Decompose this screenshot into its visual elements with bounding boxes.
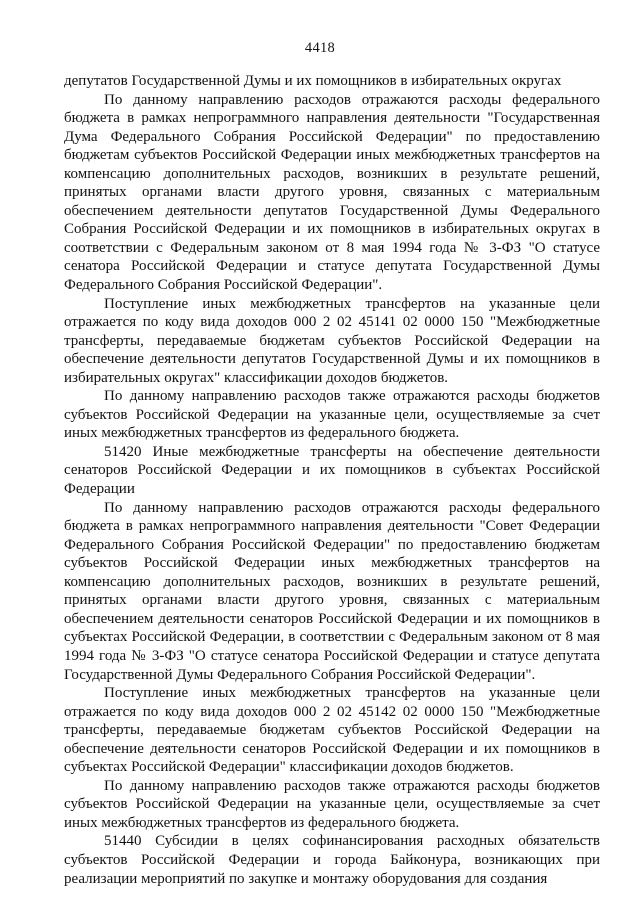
- paragraph: По данному направлению расходов отражаются расходы федерального бюджета в рамках непрограммного направления деятельности "Государственная Дума Федерального Собрания Российской Федерации" по предоставлению бюджетам субъектов Российской Федерации иных межбюджетных трансфертов на компенсацию дополнительных расходов, возникших в результате решений, принятых органами власти другого уровня, связанных с материальным обеспечением деятельности депутатов Государственной Думы Федерального Собрания Российской Федерации и их помощников в избирательных округах в соответствии с Федеральным законом от 8 мая 1994 года № 3-ФЗ "О статусе сенатора Российской Федерации и статусе депутата Государственной Думы Федерального Собрания Российской Федерации".: [64, 91, 600, 294]
- paragraph: Поступление иных межбюджетных трансфертов на указанные цели отражается по коду вида доходов 000 2 02 45142 02 0000 150 "Межбюджетные трансферты, передаваемые бюджетам субъектов Российской Федерации на обеспечение деятельности сенаторов Российской Федерации и их помощников в субъектах Российской Федерации" классификации доходов бюджетов.: [64, 685, 600, 776]
- paragraph: По данному направлению расходов также отражаются расходы бюджетов субъектов Российской Федерации на указанные цели, осуществляемые за счет иных межбюджетных трансфертов из федерального бюджета.: [64, 388, 600, 442]
- paragraph: Поступление иных межбюджетных трансфертов на указанные цели отражается по коду вида доходов 000 2 02 45141 02 0000 150 "Межбюджетные трансферты, передаваемые бюджетам субъектов Российской Федерации на обеспечение деятельности депутатов Государственной Думы и их помощников в избирательных округах" классификации доходов бюджетов.: [64, 295, 600, 386]
- document-body: [64, 72, 600, 888]
- paragraph: По данному направлению расходов отражаются расходы федерального бюджета в рамках непрограммного направления деятельности "Совет Федерации Федерального Собрания Российской Федерации" по предоставлению бюджетам субъектов Российской Федерации иных межбюджетных трансфертов на компенсацию дополнительных расходов, возникших в результате решений, принятых органами власти другого уровня, связанных с материальным обеспечением деятельности сенаторов Российской Федерации и их помощников в субъектах Российской Федерации, в соответствии с Федеральным законом от 8 мая 1994 года № 3-ФЗ "О статусе сенатора Российской Федерации и статусе депутата Государственной Думы Федерального Собрания Российской Федерации".: [64, 499, 600, 683]
- section-heading-51440: 51440 Субсидии в целях софинансирования расходных обязательств субъектов Российской Федерации и города Байконура, возникающих при реализации мероприятий по закупке и монтажу оборудования для создания: [64, 833, 600, 887]
- paragraph-continuation: депутатов Государственной Думы и их помощников в избирательных округах: [64, 73, 562, 89]
- section-heading-51420: 51420 Иные межбюджетные трансферты на обеспечение деятельности сенаторов Российской Федерации и их помощников в субъектах Российской Федерации: [64, 443, 600, 498]
- page-number: 4418: [304, 40, 336, 56]
- paragraph: По данному направлению расходов также отражаются расходы бюджетов субъектов Российской Федерации на указанные цели, осуществляемые за счет иных межбюджетных трансфертов из федерального бюджета.: [64, 777, 600, 831]
